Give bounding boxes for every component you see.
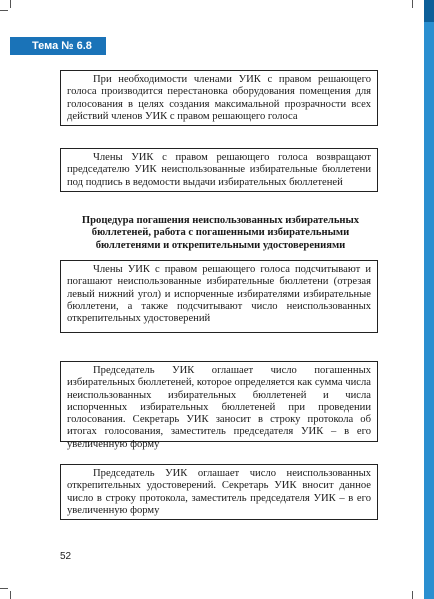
procedure-box: При необходимости членами УИК с правом решающего голоса производится перестановка оборудования помещения для голосования в целях создания максимальной прозрачности всех действий членов УИК с правом решающего голоса xyxy=(60,70,378,126)
topic-label: Тема № 6.8 xyxy=(10,37,106,55)
crop-mark xyxy=(0,10,8,11)
procedure-box: Председатель УИК оглашает число неиспользованных открепительных удостоверений. Секретарь УИК вносит данное число в строку протокола, заместитель председателя УИК – в его увеличенную форму xyxy=(60,464,378,520)
crop-mark xyxy=(10,591,11,599)
crop-mark xyxy=(10,0,11,8)
procedure-box: Члены УИК с правом решающего голоса возвращают председателю УИК неиспользованные избирательные бюллетени под подпись в ведомости выдачи избирательных бюллетеней xyxy=(60,148,378,192)
page-edge-bar xyxy=(424,0,434,599)
section-heading: Процедура погашения неиспользованных избирательных бюллетеней, работа с погашенными избирательными бюллетенями и открепительными удостоверениями xyxy=(81,215,360,251)
crop-mark xyxy=(0,588,8,589)
procedure-box: Председатель УИК оглашает число погашенных избирательных бюллетеней, которое определяется как сумма числа неиспользованных избирательных бюллетеней и числа испорченных избирательных бюллетеней при проведении голосования. Секретарь УИК заносит в строку протокола об итогах голосования, заместитель председателя УИК – в его увеличенную форму xyxy=(60,361,378,442)
page-number: 52 xyxy=(60,551,72,562)
procedure-box: Члены УИК с правом решающего голоса подсчитывают и погашают неиспользованные избирательные бюллетени (отрезая левый нижний угол) и испорченные избирателями избирательные бюллетени, а также подсчитывают число неиспользованных открепительных удостоверений xyxy=(60,260,378,333)
crop-mark xyxy=(412,591,413,599)
crop-mark xyxy=(412,0,413,8)
